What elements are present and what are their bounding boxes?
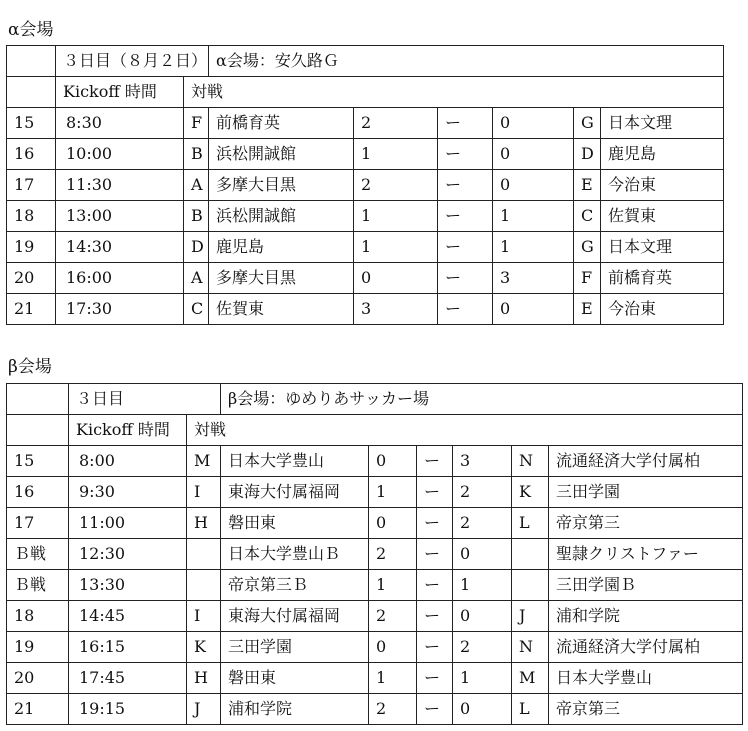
team2-name: 三田学園 [549, 477, 743, 508]
score-dash: ー [438, 201, 493, 232]
match-number: 15 [7, 108, 56, 139]
team1-score: 3 [354, 294, 438, 325]
beta-schedule-table [6, 383, 743, 725]
team1-score: 1 [369, 663, 417, 694]
team1-name: 前橋育英 [209, 108, 354, 139]
team2-score: 2 [453, 508, 512, 539]
team1-group: H [187, 508, 221, 539]
alpha-section-title: α会場 [8, 20, 54, 40]
team1-score: 2 [354, 108, 438, 139]
match-number: 17 [7, 170, 56, 201]
team1-name: 日本大学豊山Ｂ [221, 539, 369, 570]
kickoff-time: 17:30 [56, 294, 184, 325]
match-row [7, 570, 743, 601]
kickoff-time: 10:00 [56, 139, 184, 170]
team2-group: M [512, 663, 549, 694]
team1-name: 磐田東 [221, 663, 369, 694]
team2-group: F [574, 263, 601, 294]
team2-group: L [512, 508, 549, 539]
match-row [7, 477, 743, 508]
team2-group: J [512, 601, 549, 632]
match-row [7, 170, 724, 201]
match-row [7, 508, 743, 539]
kickoff-time: 14:45 [69, 601, 187, 632]
score-dash: ー [438, 139, 493, 170]
team2-name: 前橋育英 [601, 263, 724, 294]
beta-day-label: ３日目 [69, 384, 221, 415]
team1-name: 帝京第三Ｂ [221, 570, 369, 601]
match-number: 16 [7, 139, 56, 170]
team2-score: 2 [453, 477, 512, 508]
team1-score: 1 [369, 570, 417, 601]
beta-header-empty [7, 384, 69, 415]
team2-group [512, 539, 549, 570]
team2-group: E [574, 294, 601, 325]
match-row [7, 139, 724, 170]
score-dash: ー [438, 232, 493, 263]
beta-table-body [7, 446, 743, 725]
team1-group: A [184, 170, 209, 201]
kickoff-time: 17:45 [69, 663, 187, 694]
team1-group [187, 570, 221, 601]
beta-match-header: 対戦 [187, 415, 743, 446]
match-number: 15 [7, 446, 69, 477]
team2-group: N [512, 446, 549, 477]
team1-name: 東海大付属福岡 [221, 477, 369, 508]
match-number: 21 [7, 294, 56, 325]
team2-score: 0 [453, 539, 512, 570]
team2-name: 日本文理 [601, 108, 724, 139]
alpha-header-empty-2 [7, 77, 56, 108]
team1-group [187, 539, 221, 570]
alpha-header-row-2 [7, 77, 724, 108]
team1-group: J [187, 694, 221, 725]
team2-name: 帝京第三 [549, 508, 743, 539]
match-row [7, 663, 743, 694]
score-dash: ー [417, 663, 453, 694]
kickoff-time: 16:15 [69, 632, 187, 663]
alpha-header-empty [7, 46, 56, 77]
team2-name: 聖隷クリストファー [549, 539, 743, 570]
team1-score: 1 [369, 477, 417, 508]
team2-group: E [574, 170, 601, 201]
match-number: 19 [7, 632, 69, 663]
match-row [7, 263, 724, 294]
team1-name: 鹿児島 [209, 232, 354, 263]
kickoff-time: 11:00 [69, 508, 187, 539]
score-dash: ー [438, 108, 493, 139]
team1-name: 三田学園 [221, 632, 369, 663]
team2-name: 浦和学院 [549, 601, 743, 632]
team2-name: 流通経済大学付属柏 [549, 632, 743, 663]
team2-name: 三田学園Ｂ [549, 570, 743, 601]
team2-score: 0 [493, 108, 574, 139]
team1-name: 磐田東 [221, 508, 369, 539]
team2-group: N [512, 632, 549, 663]
match-row [7, 632, 743, 663]
team1-group: I [187, 477, 221, 508]
team1-group: H [187, 663, 221, 694]
kickoff-time: 14:30 [56, 232, 184, 263]
match-row [7, 201, 724, 232]
team2-name: 流通経済大学付属柏 [549, 446, 743, 477]
team2-score: 0 [453, 694, 512, 725]
team1-group: D [184, 232, 209, 263]
kickoff-time: 8:30 [56, 108, 184, 139]
match-row [7, 294, 724, 325]
team1-group: A [184, 263, 209, 294]
score-dash: ー [417, 446, 453, 477]
match-row [7, 446, 743, 477]
kickoff-time: 13:00 [56, 201, 184, 232]
score-dash: ー [417, 632, 453, 663]
kickoff-time: 19:15 [69, 694, 187, 725]
team2-name: 日本文理 [601, 232, 724, 263]
alpha-schedule-table [6, 45, 724, 325]
score-dash: ー [417, 694, 453, 725]
kickoff-time: 8:00 [69, 446, 187, 477]
alpha-match-header: 対戦 [184, 77, 724, 108]
team2-name: 日本大学豊山 [549, 663, 743, 694]
team2-name: 佐賀東 [601, 201, 724, 232]
team1-group: M [187, 446, 221, 477]
match-number: Ｂ戦 [7, 570, 69, 601]
team1-score: 0 [369, 446, 417, 477]
score-dash: ー [417, 477, 453, 508]
team1-score: 2 [354, 170, 438, 201]
team1-score: 1 [354, 139, 438, 170]
team1-group: C [184, 294, 209, 325]
beta-section-title: β会場 [8, 357, 52, 377]
team1-score: 2 [369, 539, 417, 570]
score-dash: ー [417, 570, 453, 601]
team2-score: 1 [493, 201, 574, 232]
score-dash: ー [438, 294, 493, 325]
score-dash: ー [417, 508, 453, 539]
team2-name: 帝京第三 [549, 694, 743, 725]
score-dash: ー [417, 539, 453, 570]
kickoff-time: 16:00 [56, 263, 184, 294]
team1-name: 多摩大目黒 [209, 170, 354, 201]
beta-header-empty-2 [7, 415, 69, 446]
team1-group: B [184, 201, 209, 232]
match-row [7, 539, 743, 570]
team2-group: G [574, 108, 601, 139]
alpha-table-body [7, 108, 724, 325]
team1-score: 2 [369, 694, 417, 725]
team2-name: 鹿児島 [601, 139, 724, 170]
team2-score: 3 [453, 446, 512, 477]
match-row [7, 601, 743, 632]
alpha-day-label: ３日目（８月２日） [56, 46, 209, 77]
beta-header-row-1 [7, 384, 743, 415]
team1-name: 浜松開誠館 [209, 201, 354, 232]
beta-kickoff-header: Kickoff 時間 [69, 415, 187, 446]
match-row [7, 108, 724, 139]
team2-score: 1 [493, 232, 574, 263]
team2-name: 今治東 [601, 294, 724, 325]
alpha-kickoff-header: Kickoff 時間 [56, 77, 184, 108]
team2-score: 1 [453, 663, 512, 694]
team2-group: D [574, 139, 601, 170]
team1-score: 0 [354, 263, 438, 294]
team1-group: B [184, 139, 209, 170]
match-number: Ｂ戦 [7, 539, 69, 570]
team1-name: 浦和学院 [221, 694, 369, 725]
match-number: 19 [7, 232, 56, 263]
score-dash: ー [438, 263, 493, 294]
kickoff-time: 12:30 [69, 539, 187, 570]
match-number: 21 [7, 694, 69, 725]
alpha-header-row-1 [7, 46, 724, 77]
team2-score: 0 [453, 601, 512, 632]
kickoff-time: 13:30 [69, 570, 187, 601]
match-number: 17 [7, 508, 69, 539]
match-row [7, 694, 743, 725]
team1-name: 日本大学豊山 [221, 446, 369, 477]
team1-name: 多摩大目黒 [209, 263, 354, 294]
team2-group: C [574, 201, 601, 232]
team2-score: 3 [493, 263, 574, 294]
kickoff-time: 11:30 [56, 170, 184, 201]
team1-score: 0 [369, 632, 417, 663]
team2-score: 1 [453, 570, 512, 601]
kickoff-time: 9:30 [69, 477, 187, 508]
match-number: 16 [7, 477, 69, 508]
team1-score: 2 [369, 601, 417, 632]
team1-score: 1 [354, 232, 438, 263]
match-row [7, 232, 724, 263]
team1-group: I [187, 601, 221, 632]
team2-group [512, 570, 549, 601]
match-number: 20 [7, 263, 56, 294]
team2-name: 今治東 [601, 170, 724, 201]
match-number: 18 [7, 601, 69, 632]
team1-group: K [187, 632, 221, 663]
team2-score: 0 [493, 170, 574, 201]
team2-score: 0 [493, 294, 574, 325]
team2-score: 2 [453, 632, 512, 663]
team1-name: 東海大付属福岡 [221, 601, 369, 632]
team1-group: F [184, 108, 209, 139]
beta-header-row-2 [7, 415, 743, 446]
team2-group: G [574, 232, 601, 263]
beta-venue-label: β会場：ゆめりあサッカー場 [221, 384, 743, 415]
team2-group: K [512, 477, 549, 508]
team1-score: 0 [369, 508, 417, 539]
team2-score: 0 [493, 139, 574, 170]
team1-name: 佐賀東 [209, 294, 354, 325]
team2-group: L [512, 694, 549, 725]
score-dash: ー [438, 170, 493, 201]
score-dash: ー [417, 601, 453, 632]
team1-name: 浜松開誠館 [209, 139, 354, 170]
match-number: 20 [7, 663, 69, 694]
alpha-venue-label: α会場：安久路Ｇ [209, 46, 724, 77]
match-number: 18 [7, 201, 56, 232]
team1-score: 1 [354, 201, 438, 232]
